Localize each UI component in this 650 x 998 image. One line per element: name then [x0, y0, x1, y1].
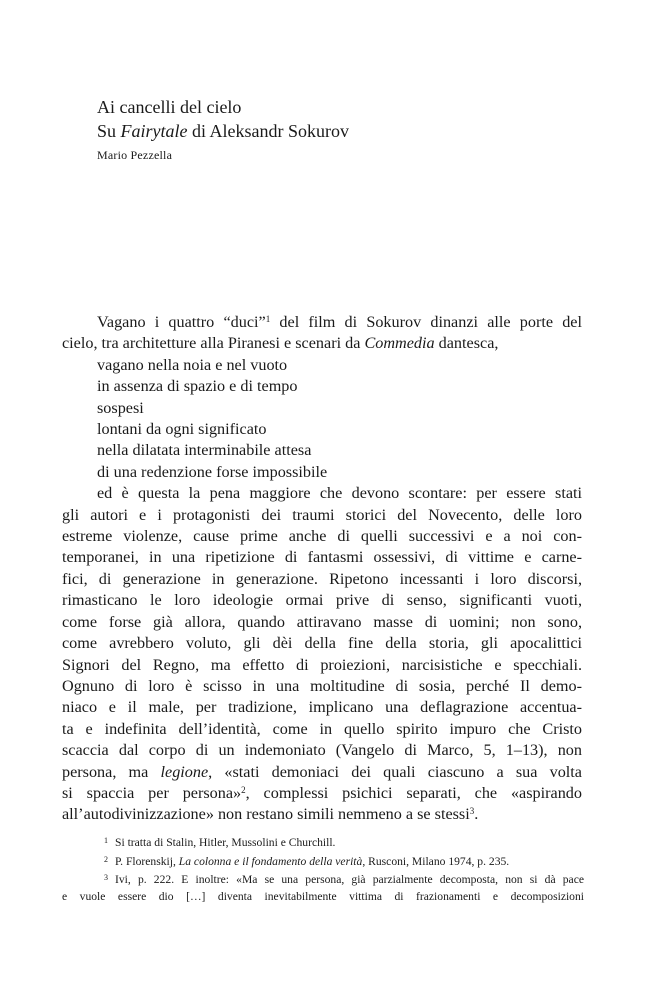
paragraph-line: ed è questa la pena maggiore che devono scontare: per essere stati [97, 484, 582, 503]
footnote-3-continued: e vuole essere dio […] diventa inevitabilmente vittima di frazionamenti e decomposizioni [62, 889, 584, 903]
title-block [97, 95, 349, 163]
verse-line: sospesi [97, 398, 144, 417]
footnote-text: P. Florenskij, [115, 854, 179, 868]
text-run: . [474, 805, 479, 824]
text-run: cielo, tra architetture alla Piranesi e scenari da [62, 334, 365, 353]
footnote-italic-title: La colonna e il fondamento della verità [178, 854, 363, 868]
footnote-text: , Rusconi, Milano 1974, p. 235. [362, 854, 510, 868]
footnote-text: Si tratta di Stalin, Hitler, Mussolini e Churchill. [115, 836, 336, 849]
footnote-ref: 3 [469, 806, 475, 817]
paragraph-line: scaccia dal corpo di un indemoniato (Vangelo di Marco, 5, 1–13), non [62, 741, 582, 760]
paragraph-line: come avrebbero voluto, gli dèi della fine della storia, gli apocalittici [62, 634, 582, 653]
paragraph-line: gli autori e i protagonisti dei traumi storici del Novecento, delle loro [62, 505, 582, 524]
body-text [62, 312, 582, 826]
subtitle-suffix: di Aleksandr Sokurov [187, 121, 349, 141]
paragraph-line [62, 333, 582, 354]
text-run: si spaccia per persona» [62, 783, 242, 802]
subtitle-prefix: Su [97, 121, 121, 141]
text-run: Vagano i quattro “duci” [97, 313, 266, 331]
paragraph-line: come forse già allora, quando attiravano masse di uomini; non sono, [62, 612, 582, 631]
text-run: dantesca, [434, 334, 499, 353]
paragraph-line: rimasticano le loro ideologie ormai prive di senso, significanti vuoti, [62, 591, 582, 610]
footnote-2 [62, 852, 584, 871]
footnote-number: 3 [104, 873, 108, 883]
paragraph-line: temporanei, in una ripetizione di fantasmi ossessivi, di vittime e carne- [62, 548, 582, 567]
verse-line: nella dilatata interminabile attesa [97, 441, 312, 460]
footnote-number: 1 [104, 836, 108, 845]
paragraph-line: Ognuno di loro è scisso in una moltitudine di sosia, perché Il demo- [62, 676, 582, 695]
verse-line: in assenza di spazio e di tempo [97, 377, 298, 396]
text-run: , complessi psichici separati, che «aspirando [245, 783, 582, 802]
paragraph-line: Signori del Regno, ma effetto di proiezioni, narcisistiche e specchiali. [62, 655, 582, 674]
footnote-ref: 2 [241, 784, 246, 795]
text-run: persona, ma [62, 762, 161, 781]
footnote-text: Ivi, p. 222. E inoltre: «Ma se una persona, già parzialmente decomposta, non si dà pace [115, 873, 584, 887]
italic-run: legione [160, 762, 209, 781]
article-title: Ai cancelli del cielo [97, 97, 242, 117]
subtitle-film-title: Fairytale [120, 121, 188, 141]
footnotes [62, 833, 584, 905]
paragraph-line [62, 312, 582, 333]
footnote-3 [62, 870, 584, 889]
paragraph-line: fici, di generazione in generazione. Ripetono incessanti i loro discorsi, [62, 569, 582, 588]
footnote-1 [62, 833, 584, 852]
paragraph-line: niaco e il male, per tradizione, implicano una deflagrazione accentua- [62, 698, 582, 717]
italic-run: Commedia [364, 334, 435, 353]
text-run: del film di Sokurov dinanzi alle porte del [270, 313, 582, 331]
paragraph-line: estreme violenze, cause prime anche di quelli successivi e a noi con- [62, 527, 582, 546]
footnote-ref: 1 [265, 314, 271, 324]
paragraph-line [62, 804, 582, 825]
footnote-number: 2 [104, 854, 108, 864]
paragraph-line: ta e indefinita dell’identità, come in quello spirito impuro che Cristo [62, 719, 582, 738]
paragraph-line [62, 762, 582, 783]
article-subtitle [97, 119, 349, 143]
author-name: Mario Pezzella [97, 148, 173, 162]
paragraph-line [62, 783, 582, 804]
text-run: all’autodivinizzazione» non restano simili nemmeno a se stessi [62, 805, 470, 824]
text-run: , «stati demoniaci dei quali ciascuno a sua volta [208, 762, 582, 781]
verse-line: lontani da ogni significato [97, 420, 267, 439]
verse-line: vagano nella noia e nel vuoto [97, 355, 288, 374]
verse-line: di una redenzione forse impossibile [97, 462, 328, 481]
